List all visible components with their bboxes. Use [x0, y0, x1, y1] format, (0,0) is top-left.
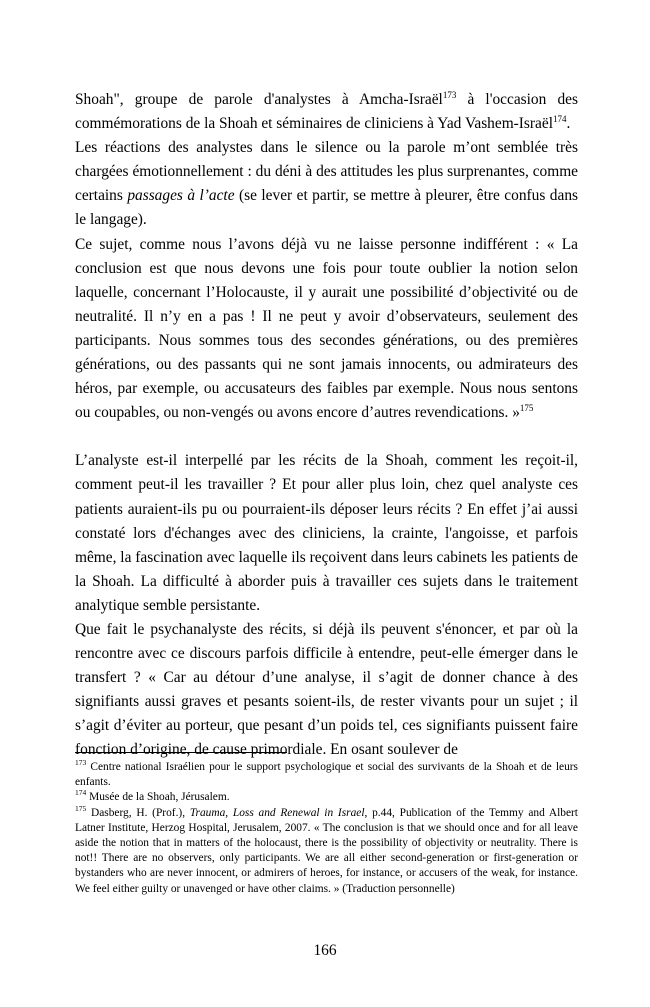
- footnote-ref-175[interactable]: 175: [519, 403, 534, 414]
- paragraph-amcha: [75, 88, 578, 136]
- paragraph-text: Ce sujet, comme nous l’avons déjà vu ne laisse personne indifférent : « La conclusion est que nous devons une fois pour toute oublier la notion selon laquelle, concernant l’Holocauste, il y aurait une possibilité d’objectivité ou de neutralité. Il n’y en a pas ! Il ne peut y avoir d’observateurs, seulement des participants. Nous sommes tous des secondes générations, ou des premières générations, ou des passants qui ne sont jamais innocents, ou admirateurs des héros, par exemple, ou accusateurs des faibles par exemple. Nous nous sentons ou coupables, ou non-vengés ou avons encore d’autres revendications. »: [75, 235, 578, 422]
- paragraph-text: (se lever et partir, se mettre à pleurer, être confus dans le langage).: [75, 187, 579, 229]
- footnotes: [75, 760, 578, 897]
- paragraph-text: .: [566, 115, 571, 133]
- footnote-text: Musée de la Shoah, Jérusalem.: [86, 791, 230, 804]
- footnote-175: [75, 803, 578, 897]
- paragraph-reactions: [75, 136, 578, 232]
- paragraph-quote: [75, 233, 578, 426]
- footnote-title: Trauma, Loss and Renewal in Israel: [189, 806, 365, 819]
- footnote-text: Dasberg, H. (Prof.),: [86, 806, 190, 819]
- footnote-ref-174[interactable]: 174: [552, 114, 567, 125]
- page-number: 166: [313, 942, 337, 959]
- footnote-number: 173: [75, 758, 87, 767]
- footnote-text: Centre national Israélien pour le support psychologique et social des survivants de la Shoah et de leurs enfants.: [75, 761, 578, 789]
- footnote-number: 175: [75, 803, 87, 813]
- paragraph-psychanalyst: Que fait le psychanalyste des récits, si déjà ils peuvent s'énoncer, et par où la rencontre avec ce discours parfois difficile à entendre, peut-elle émerger dans le transfert ? « Car au détour d’une analyse, il s’agit de donner chance à des signifiants aussi graves et pesants soient-ils, de rester vivants pour un sujet ; il s’agit d’éviter au porteur, que pesant d’un poids tel, ces signifiants puissent faire fonction d’origine, de cause primordiale. En osant soulever de: [75, 620, 578, 759]
- paragraph-spacer: [75, 425, 578, 449]
- paragraph-text: Shoah", groupe de parole d'analystes à Amcha-Israël: [75, 91, 443, 108]
- paragraph-analyst: L’analyste est-il interpellé par les récits de la Shoah, comment les reçoit-il, comment peut-il les travailler ? Et pour aller plus loin, chez quel analyste ces patients auraient-ils pu ou pourraient-ils déposer leurs récits ? En effet j’ai aussi constaté lors d'échanges avec des cliniciens, la crainte, l'angoisse, et parfois même, la fascination avec laquelle ils reçoivent dans leurs cabinets les patients de la Shoah. La difficulté à aborder puis à travailler ces sujets dans le traitement analytique semble persistante.: [75, 452, 578, 614]
- footnote-174: [75, 790, 578, 805]
- paragraph-text: Les réactions des analystes dans le silence ou la parole m’ont semblée très chargées émotionnellement : du déni à des attitudes les plus surprenantes, comme certains: [75, 139, 578, 205]
- footnote-ref-173[interactable]: 173: [442, 90, 457, 100]
- page-body: [75, 88, 578, 763]
- footnote-text: , p.44, Publication of the Temmy and Albert Latner Institute, Herzog Hospital, Jerusalem, 2007. « The conclusion is that we should once and for all leave aside the notion that in matters of the holocaust, there is the possibility of objectivity or neutrality. There is not!! There are no observers, only participants. We are all either second-generation or first-generation or bystanders who are never innocent, or admirers of heroes, for instance, or accusers of the weak, for instance. We feel either guilty or unavenged or have other claims. » (Traduction personnelle): [75, 806, 578, 895]
- paragraph-text: à l'occasion des commémorations de la Shoah et séminaires de cliniciens à Yad Vashem-Israël: [75, 91, 578, 133]
- emphasis-text: passages à l’acte: [127, 187, 235, 205]
- footnote-number: 174: [75, 788, 87, 798]
- footnote-173: [75, 760, 578, 790]
- footnote-separator: [75, 752, 287, 753]
